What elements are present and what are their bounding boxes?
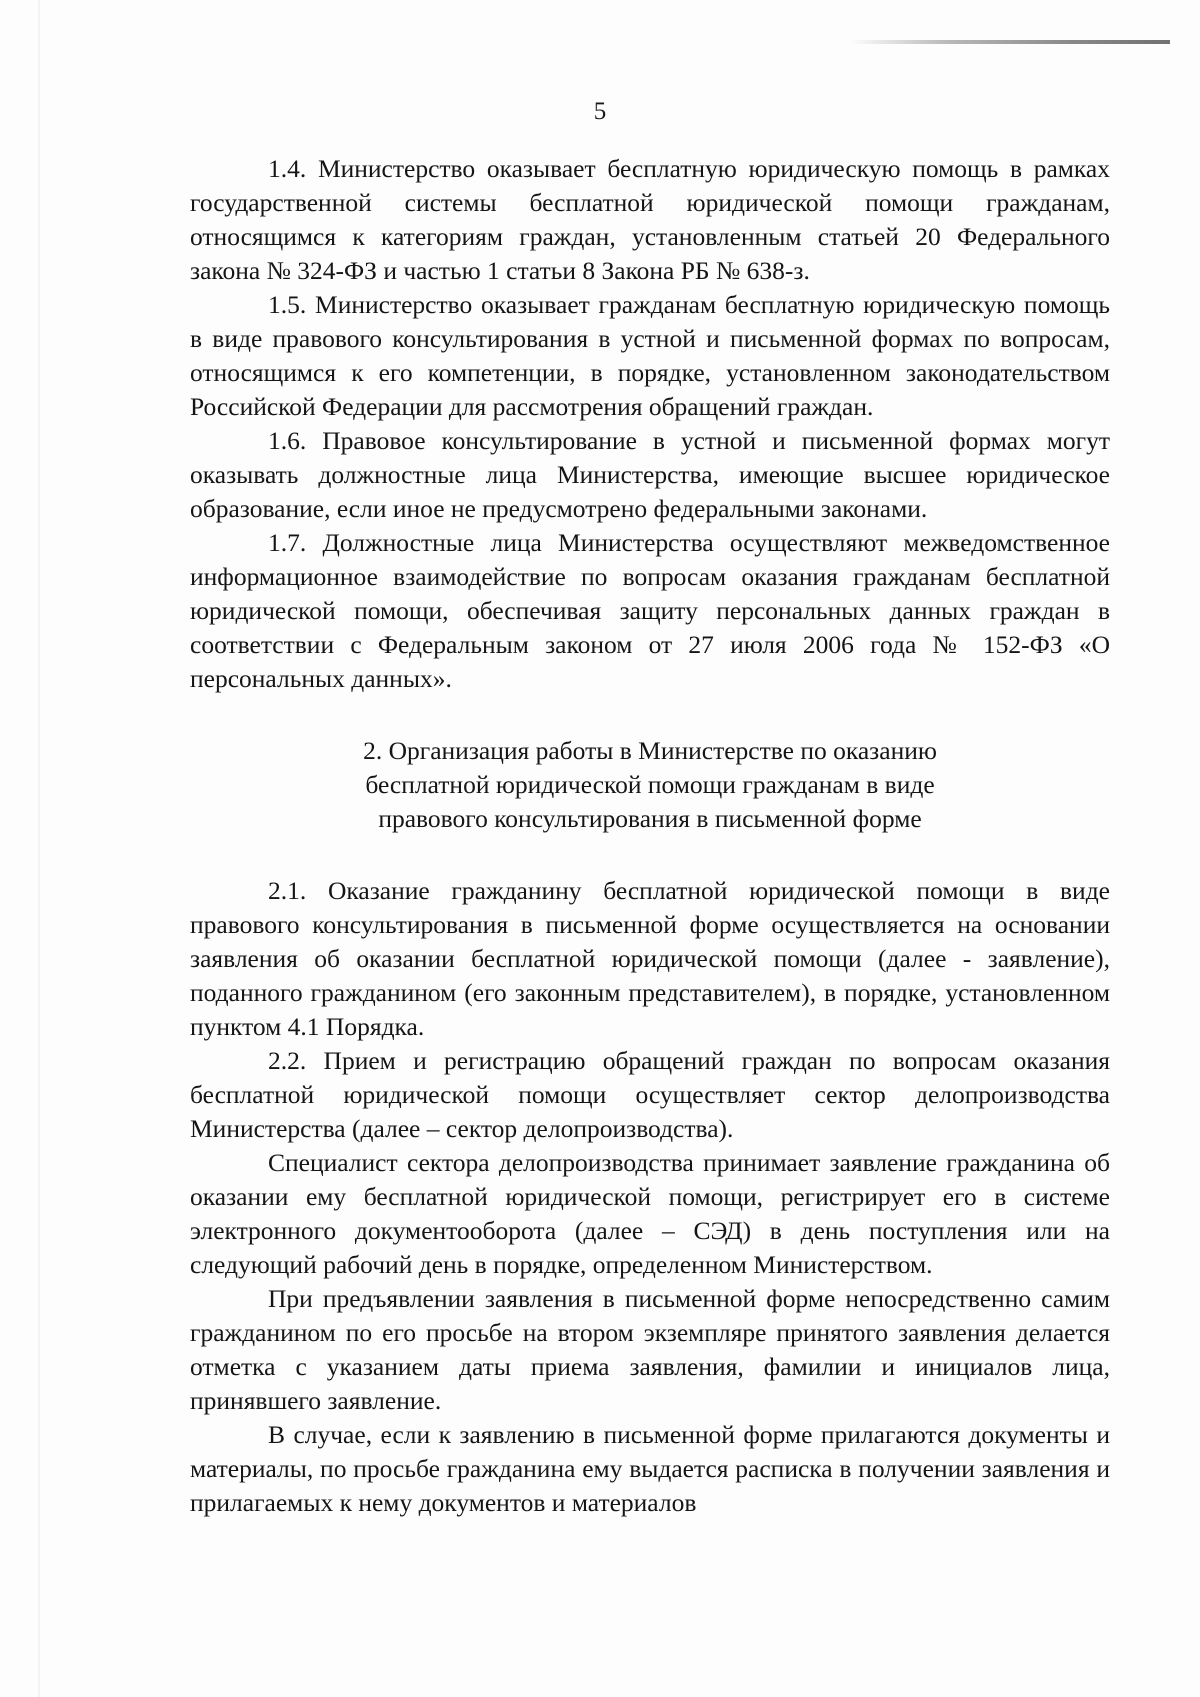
document-body (190, 152, 1110, 1520)
page-number: 5 (593, 98, 607, 125)
section-heading-line-3: правового консультирования в письменной форме (378, 804, 922, 833)
section-heading (190, 734, 1110, 836)
paragraph-1-6: 1.6. Правовое консультирование в устной и письменной формах могут оказывать должностные лица Министерства, имеющие высшее юридическое образование, если иное не предусмотрено федеральными законами. (190, 426, 1110, 523)
scan-artifact-top (850, 40, 1170, 44)
paragraph-2-2: 2.2. Прием и регистрацию обращений граждан по вопросам оказания бесплатной юридической помощи осуществляет сектор делопроизводства Министерства (далее – сектор делопроизводства). (190, 1046, 1110, 1143)
paragraph-1-4: 1.4. Министерство оказывает бесплатную юридическую помощь в рамках государственной системы бесплатной юридической помощи гражданам, относящимся к категориям граждан, установленным статьей 20 Федерального закона № 324-ФЗ и частью 1 статьи 8 Закона РБ № 638-з. (190, 154, 1110, 285)
paragraph-1-5: 1.5. Министерство оказывает гражданам бесплатную юридическую помощь в виде правового консультирования в устной и письменной формах по вопросам, относящимся к его компетенции, в порядке, установленном законодательством Российской Федерации для рассмотрения обращений граждан. (190, 290, 1110, 421)
section-heading-line-1: 2. Организация работы в Министерстве по оказанию (363, 736, 937, 765)
scan-artifact-left (38, 0, 40, 1697)
paragraph-specialist: Специалист сектора делопроизводства принимает заявление гражданина об оказании ему бесплатной юридической помощи, регистрирует его в системе электронного документооборота (далее – СЭД) в день поступления или на следующий рабочий день в порядке, определенном Министерством. (190, 1148, 1110, 1279)
section-heading-line-2: бесплатной юридической помощи гражданам в виде (365, 770, 935, 799)
paragraph-written-submission: При предъявлении заявления в письменной форме непосредственно самим гражданином по его просьбе на втором экземпляре принятого заявления делается отметка с указанием даты приема заявления, фамилии и инициалов лица, принявшего заявление. (190, 1284, 1110, 1415)
paragraph-2-1: 2.1. Оказание гражданину бесплатной юридической помощи в виде правового консультирования в письменной форме осуществляется на основании заявления об оказании бесплатной юридической помощи (далее - заявление), поданного гражданином (его законным представителем), в порядке, установленном пунктом 4.1 Порядка. (190, 876, 1110, 1041)
paragraph-attachments: В случае, если к заявлению в письменной форме прилагаются документы и материалы, по просьбе гражданина ему выдается расписка в получении заявления и прилагаемых к нему документов и материалов (190, 1420, 1110, 1517)
paragraph-1-7: 1.7. Должностные лица Министерства осуществляют межведомственное информационное взаимодействие по вопросам оказания гражданам бесплатной юридической помощи, обеспечивая защиту персональных данных граждан в соответствии с Федеральным законом от 27 июля 2006 года № 152-ФЗ «О персональных данных». (190, 528, 1110, 693)
